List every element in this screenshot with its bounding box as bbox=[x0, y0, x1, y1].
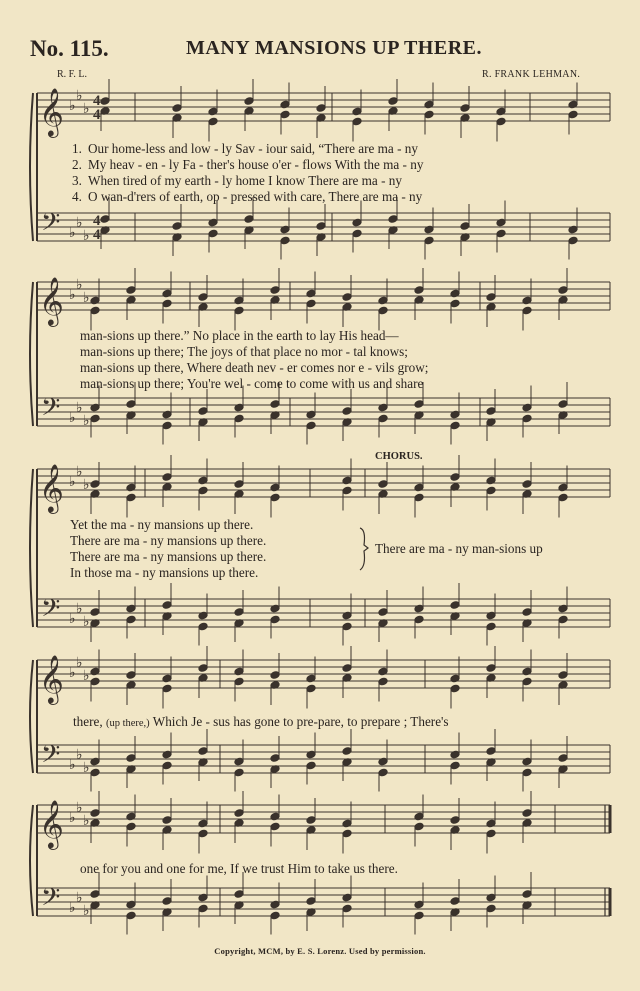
note-head bbox=[162, 601, 172, 610]
verse-4-line-1: 4. O wan-d'rers of earth, op - pressed with care, There are ma - ny bbox=[72, 189, 423, 204]
note-head bbox=[244, 215, 254, 224]
verse-2-line-2: man-sions up there; The joys of that place no mor - tal knows; bbox=[80, 344, 408, 359]
flat-icon: ♭ bbox=[76, 277, 83, 293]
verse-1-line-3: Yet the ma - ny mansions up there. bbox=[70, 517, 254, 532]
chorus-line-1: There are ma - ny man-sions up bbox=[375, 541, 543, 556]
note-head bbox=[234, 890, 244, 899]
note-head bbox=[306, 816, 316, 825]
note-head bbox=[270, 671, 280, 680]
note-head bbox=[270, 615, 280, 624]
flat-icon: ♭ bbox=[76, 601, 83, 617]
note-head bbox=[306, 299, 316, 308]
note-head bbox=[306, 897, 316, 906]
note-head bbox=[198, 407, 208, 416]
verse-1-line-1: 1. Our home-less and low - ly Sav - iour said, “There are ma - ny bbox=[72, 141, 418, 156]
note-head bbox=[342, 486, 352, 495]
note-head bbox=[522, 306, 532, 315]
flat-icon: ♭ bbox=[76, 88, 83, 104]
bass-clef-icon: 𝄢 bbox=[41, 883, 61, 918]
note-head bbox=[450, 473, 460, 482]
verse-bracket bbox=[360, 528, 368, 570]
flat-icon: ♭ bbox=[69, 287, 76, 303]
note-head bbox=[486, 486, 496, 495]
time-signature: 4 bbox=[93, 213, 101, 229]
flat-icon: ♭ bbox=[76, 400, 83, 416]
note-head bbox=[172, 104, 182, 113]
flat-icon: ♭ bbox=[83, 290, 90, 306]
flat-icon: ♭ bbox=[83, 228, 90, 244]
note-head bbox=[558, 400, 568, 409]
bass-clef-icon: 𝄢 bbox=[41, 393, 61, 428]
chorus-line-2: there, (up there,) Which Je - sus has gone to pre-pare, to prepare ; There's bbox=[73, 714, 449, 729]
note-head bbox=[280, 110, 290, 119]
note-head bbox=[460, 222, 470, 231]
flat-icon: ♭ bbox=[76, 800, 83, 816]
bass-clef-icon: 𝄢 bbox=[41, 594, 61, 629]
note-head bbox=[234, 608, 244, 617]
note-head bbox=[270, 400, 280, 409]
note-head bbox=[162, 473, 172, 482]
verse-3-line-3: There are ma - ny mansions up there. bbox=[70, 549, 267, 564]
note-head bbox=[496, 229, 506, 238]
note-head bbox=[450, 684, 460, 693]
note-head bbox=[486, 407, 496, 416]
note-head bbox=[270, 754, 280, 763]
note-head bbox=[90, 677, 100, 686]
note-head bbox=[198, 747, 208, 756]
note-head bbox=[172, 222, 182, 231]
note-head bbox=[522, 414, 532, 423]
note-head bbox=[378, 608, 388, 617]
note-head bbox=[414, 493, 424, 502]
treble-clef-icon: 𝄞 bbox=[39, 463, 64, 512]
note-head bbox=[198, 486, 208, 495]
note-head bbox=[460, 104, 470, 113]
flat-icon: ♭ bbox=[83, 813, 90, 829]
note-head bbox=[378, 480, 388, 489]
note-head bbox=[306, 761, 316, 770]
flat-icon: ♭ bbox=[69, 810, 76, 826]
note-head bbox=[568, 110, 578, 119]
flat-icon: ♭ bbox=[76, 215, 83, 231]
note-head bbox=[522, 677, 532, 686]
note-head bbox=[342, 904, 352, 913]
note-head bbox=[234, 768, 244, 777]
note-head bbox=[388, 97, 398, 106]
note-head bbox=[522, 480, 532, 489]
note-head bbox=[316, 104, 326, 113]
note-head bbox=[198, 904, 208, 913]
note-head bbox=[208, 117, 218, 126]
flat-icon: ♭ bbox=[76, 655, 83, 671]
note-head bbox=[558, 615, 568, 624]
note-head bbox=[90, 890, 100, 899]
note-head bbox=[90, 608, 100, 617]
note-head bbox=[316, 222, 326, 231]
brace bbox=[30, 93, 33, 241]
note-head bbox=[568, 236, 578, 245]
note-head bbox=[486, 747, 496, 756]
note-head bbox=[558, 671, 568, 680]
note-head bbox=[342, 664, 352, 673]
time-signature: 4 bbox=[93, 93, 101, 109]
note-head bbox=[234, 809, 244, 818]
brace bbox=[30, 282, 33, 426]
brace bbox=[30, 469, 33, 627]
treble-clef-icon: 𝄞 bbox=[39, 276, 64, 325]
note-head bbox=[558, 493, 568, 502]
hymn-number: No. 115. bbox=[30, 36, 109, 61]
flat-icon: ♭ bbox=[83, 903, 90, 919]
note-head bbox=[306, 421, 316, 430]
note-head bbox=[90, 414, 100, 423]
note-head bbox=[198, 622, 208, 631]
time-signature: 4 bbox=[93, 227, 101, 243]
note-head bbox=[558, 754, 568, 763]
note-head bbox=[342, 829, 352, 838]
note-head bbox=[414, 911, 424, 920]
note-head bbox=[100, 97, 110, 106]
note-head bbox=[414, 400, 424, 409]
copyright-notice: Copyright, MCM, by E. S. Lorenz. Used by permission. bbox=[214, 946, 426, 956]
note-head bbox=[234, 480, 244, 489]
flat-icon: ♭ bbox=[69, 900, 76, 916]
note-head bbox=[126, 671, 136, 680]
note-head bbox=[234, 677, 244, 686]
note-head bbox=[100, 215, 110, 224]
verse-3-line-2: man-sions up there, Where death nev - er comes nor e - vils grow; bbox=[80, 360, 429, 375]
chorus-line-3: one for you and one for me, If we trust Him to take us there. bbox=[80, 861, 398, 876]
note-head bbox=[90, 809, 100, 818]
treble-clef-icon: 𝄞 bbox=[39, 654, 64, 703]
time-signature: 4 bbox=[93, 107, 101, 123]
note-head bbox=[270, 493, 280, 502]
note-head bbox=[162, 299, 172, 308]
echo-text: (up there,) bbox=[105, 718, 150, 729]
note-head bbox=[450, 299, 460, 308]
flat-icon: ♭ bbox=[69, 474, 76, 490]
flat-icon: ♭ bbox=[69, 98, 76, 114]
note-head bbox=[280, 236, 290, 245]
note-head bbox=[414, 615, 424, 624]
verse-3-line-1: 3. When tired of my earth - ly home I know There are ma - ny bbox=[72, 173, 402, 188]
flat-icon: ♭ bbox=[69, 410, 76, 426]
note-head bbox=[486, 664, 496, 673]
note-head bbox=[126, 822, 136, 831]
note-head bbox=[126, 615, 136, 624]
note-head bbox=[450, 816, 460, 825]
hymn-title: MANY MANSIONS UP THERE. bbox=[186, 37, 482, 59]
note-head bbox=[126, 911, 136, 920]
note-head bbox=[424, 236, 434, 245]
note-head bbox=[388, 215, 398, 224]
flat-icon: ♭ bbox=[69, 611, 76, 627]
note-head bbox=[522, 809, 532, 818]
flat-icon: ♭ bbox=[83, 668, 90, 684]
note-head bbox=[414, 822, 424, 831]
note-head bbox=[352, 117, 362, 126]
verse-4-line-3: In those ma - ny mansions up there. bbox=[70, 565, 259, 580]
note-head bbox=[450, 601, 460, 610]
note-head bbox=[198, 829, 208, 838]
note-head bbox=[126, 754, 136, 763]
note-head bbox=[486, 622, 496, 631]
note-head bbox=[342, 293, 352, 302]
treble-staff bbox=[37, 282, 610, 310]
verse-2-line-1: 2. My heav - en - ly Fa - ther's house o'er - flows With the ma - ny bbox=[72, 157, 424, 172]
note-head bbox=[198, 664, 208, 673]
music-credit: R. FRANK LEHMAN. bbox=[482, 69, 581, 80]
note-head bbox=[90, 768, 100, 777]
flat-icon: ♭ bbox=[69, 665, 76, 681]
note-head bbox=[162, 897, 172, 906]
note-head bbox=[558, 286, 568, 295]
note-head bbox=[342, 747, 352, 756]
note-head bbox=[378, 306, 388, 315]
note-head bbox=[424, 110, 434, 119]
note-head bbox=[126, 400, 136, 409]
verse-4-line-2: man-sions up there; You're wel - come to come with us and share bbox=[80, 376, 424, 391]
flat-icon: ♭ bbox=[76, 747, 83, 763]
treble-clef-icon: 𝄞 bbox=[39, 799, 64, 848]
note-head bbox=[162, 761, 172, 770]
note-head bbox=[486, 904, 496, 913]
note-head bbox=[342, 622, 352, 631]
note-head bbox=[450, 897, 460, 906]
flat-icon: ♭ bbox=[69, 757, 76, 773]
note-head bbox=[450, 761, 460, 770]
note-head bbox=[522, 768, 532, 777]
treble-staff bbox=[37, 805, 610, 833]
note-head bbox=[306, 684, 316, 693]
note-head bbox=[450, 421, 460, 430]
flat-icon: ♭ bbox=[83, 760, 90, 776]
treble-clef-icon: 𝄞 bbox=[39, 87, 64, 136]
note-head bbox=[162, 421, 172, 430]
note-head bbox=[126, 493, 136, 502]
flat-icon: ♭ bbox=[83, 477, 90, 493]
note-head bbox=[90, 480, 100, 489]
flat-icon: ♭ bbox=[76, 464, 83, 480]
verse-1-line-2: man-sions up there.” No place in the earth to lay His head— bbox=[80, 328, 399, 343]
flat-icon: ♭ bbox=[76, 890, 83, 906]
note-head bbox=[162, 816, 172, 825]
note-head bbox=[378, 677, 388, 686]
note-head bbox=[522, 890, 532, 899]
verse-2-line-3: There are ma - ny mansions up there. bbox=[70, 533, 267, 548]
note-head bbox=[208, 229, 218, 238]
note-head bbox=[378, 768, 388, 777]
note-head bbox=[352, 229, 362, 238]
note-head bbox=[342, 407, 352, 416]
flat-icon: ♭ bbox=[83, 101, 90, 117]
note-head bbox=[126, 286, 136, 295]
note-head bbox=[270, 911, 280, 920]
note-head bbox=[378, 414, 388, 423]
bass-clef-icon: 𝄢 bbox=[41, 740, 61, 775]
note-head bbox=[234, 306, 244, 315]
bass-clef-icon: 𝄢 bbox=[41, 208, 61, 243]
note-head bbox=[198, 293, 208, 302]
bass-staff bbox=[37, 745, 610, 773]
note-head bbox=[162, 684, 172, 693]
note-head bbox=[522, 608, 532, 617]
brace bbox=[30, 805, 33, 916]
note-head bbox=[270, 822, 280, 831]
note-head bbox=[414, 286, 424, 295]
note-head bbox=[90, 306, 100, 315]
flat-icon: ♭ bbox=[83, 413, 90, 429]
chorus-label: CHORUS. bbox=[375, 451, 423, 462]
flat-icon: ♭ bbox=[83, 614, 90, 630]
words-credit: R. F. L. bbox=[57, 69, 88, 80]
note-head bbox=[234, 414, 244, 423]
flat-icon: ♭ bbox=[69, 225, 76, 241]
note-head bbox=[496, 117, 506, 126]
note-head bbox=[486, 829, 496, 838]
brace bbox=[30, 660, 33, 773]
note-head bbox=[244, 97, 254, 106]
note-head bbox=[486, 293, 496, 302]
note-head bbox=[270, 286, 280, 295]
